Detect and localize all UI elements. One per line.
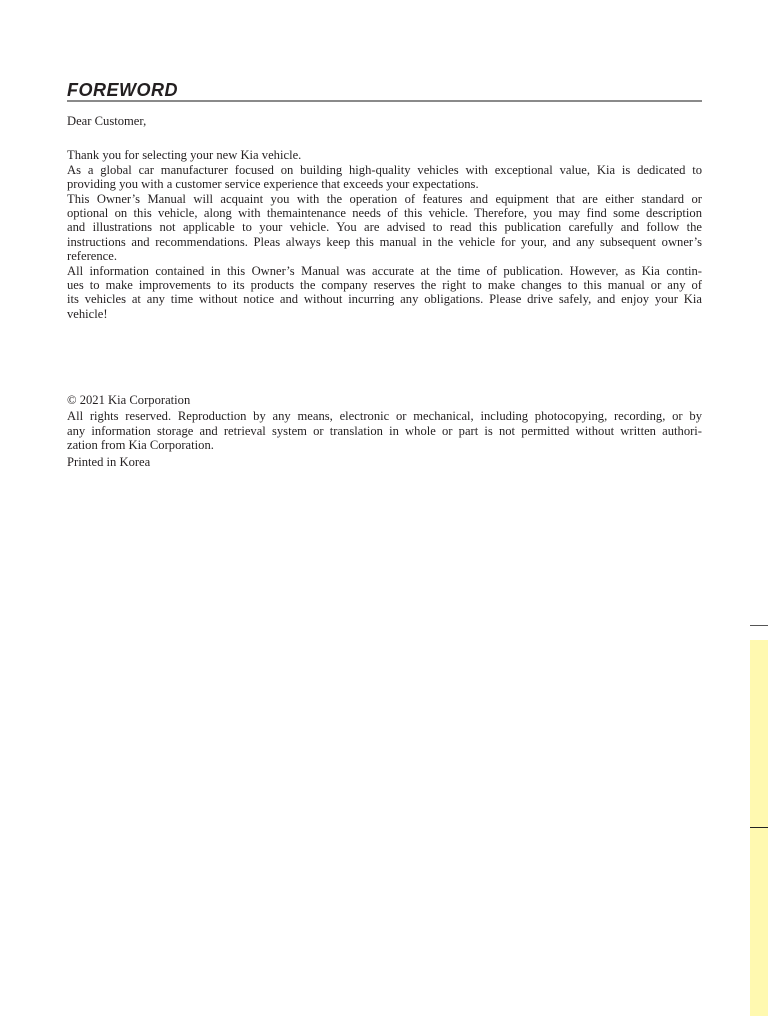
copyright-line: © 2021 Kia Corporation [67, 393, 191, 407]
text-line: ues to make improvements to its products the company reserves the right to make changes to this manual or any of [67, 278, 702, 293]
text-line: optional on this vehicle, along with themaintenance needs of this vehicle. Therefore, you may find some description [67, 206, 702, 221]
paragraph [67, 192, 702, 263]
text-line: All information contained in this Owner’s Manual was accurate at the time of publication. However, as Kia contin- [67, 263, 702, 278]
text-line: zation from Kia Corporation. [67, 437, 214, 452]
text-line: any information storage and retrieval system or translation in whole or part is not permitted without written authori- [67, 423, 702, 438]
text-line: reference. [67, 249, 117, 264]
section-tab-strip [750, 640, 768, 1016]
text-line: As a global car manufacturer focused on building high-quality vehicles with exceptional value, Kia is dedicated to [67, 162, 702, 177]
text-line: providing you with a customer service experience that exceeds your expectations. [67, 177, 479, 192]
paragraph [67, 148, 702, 162]
printed-in: Printed in Korea [67, 455, 151, 470]
foreword-body [67, 148, 702, 322]
section-tab-divider [750, 827, 768, 828]
salutation-text: Dear Customer, [67, 114, 147, 128]
text-line: and illustrations not applicable to your vehicle. You are advised to read this publication carefully and follow the [67, 220, 702, 235]
title-divider [67, 100, 702, 102]
page-title: FOREWORD [67, 80, 178, 100]
text-line: This Owner’s Manual will acquaint you with the operation of features and equipment that are either standard or [67, 191, 702, 206]
section-tab-marker [750, 625, 768, 626]
text-line: Thank you for selecting your new Kia vehicle. [67, 148, 302, 162]
rights-paragraph [67, 409, 702, 452]
paragraph [67, 163, 702, 192]
paragraph [67, 264, 702, 321]
text-line: All rights reserved. Reproduction by any means, electronic or mechanical, including photocopying, recording, or by [67, 409, 702, 424]
copyright-section [67, 393, 702, 469]
salutation [67, 114, 702, 128]
text-line: instructions and recommendations. Pleas always keep this manual in the vehicle for your, and any subsequent owner’s [67, 234, 702, 249]
text-line: its vehicles at any time without notice and without incurring any obligations. Please drive safely, and enjoy your Kia [67, 292, 702, 307]
text-line: vehicle! [67, 306, 108, 321]
